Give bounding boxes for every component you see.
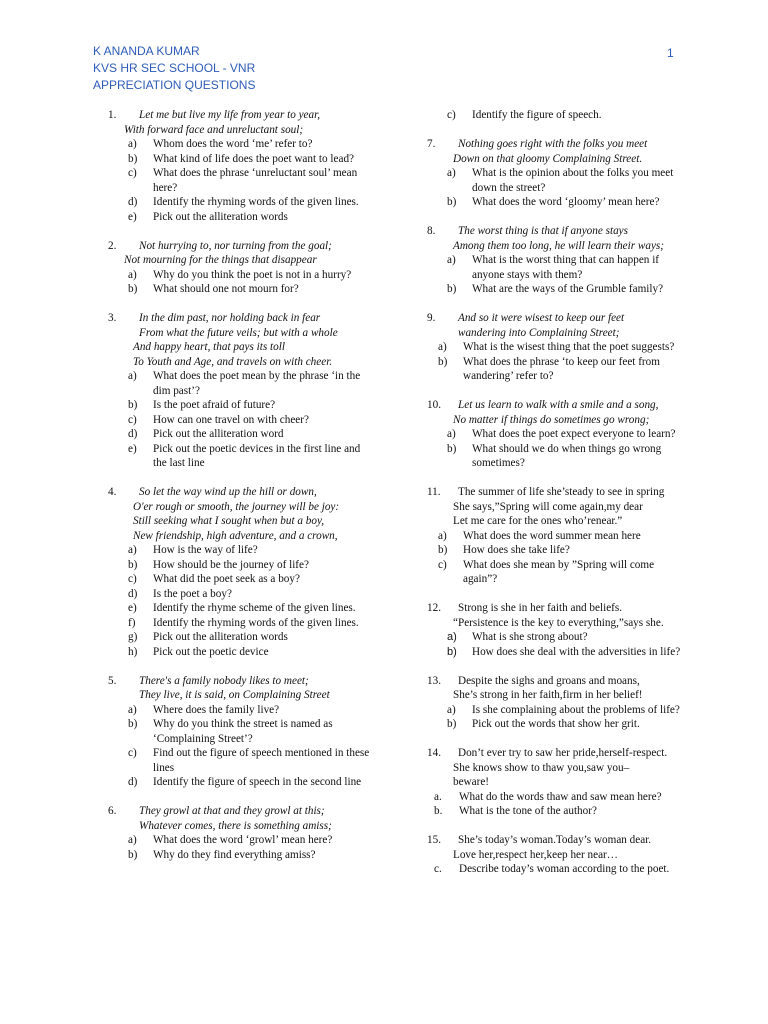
sub-question-label: a) (128, 703, 137, 716)
sub-question-text: Pick out the words that show her grit. (472, 718, 640, 730)
sub-question-label: c) (438, 558, 447, 571)
question-stem-text: Let me but live my life from year to year, (139, 109, 321, 121)
question-stem (427, 398, 689, 413)
sub-question-text: What did the poet seek as a boy? (153, 573, 300, 585)
sub-question-label: b) (128, 718, 138, 730)
sub-question-text: Why do you think the street is named as ‘Complaining Street’? (153, 718, 333, 745)
sub-question-text: Identify the rhyming words of the given lines. (153, 196, 359, 208)
sub-question-label: d) (128, 587, 138, 600)
sub-question (418, 558, 689, 587)
sub-question (427, 717, 689, 732)
question-stem-line: beware! (453, 776, 490, 788)
author-name: K ANANDA KUMAR (93, 44, 200, 58)
sub-question-label: e) (128, 602, 137, 614)
question-stem (427, 311, 689, 326)
question-stem-line: Whatever comes, there is something amiss; (139, 819, 332, 832)
sub-question-text: Pick out the alliteration words (153, 210, 288, 223)
sub-question-label: b. (434, 805, 443, 817)
sub-question (418, 340, 689, 355)
question-stem (108, 485, 370, 500)
question-stem-line: O'er rough or smooth, the journey will be joy: (133, 500, 340, 513)
sub-question-text: What is she strong about? (472, 631, 588, 643)
sub-question (108, 282, 370, 297)
sub-question-label: a) (128, 370, 137, 382)
sub-question-label: b) (447, 283, 457, 295)
sub-question-text: Why do you think the poet is not in a hurry? (153, 268, 352, 281)
question-block (427, 398, 689, 471)
sub-question (108, 558, 370, 573)
page-number: 1 (667, 46, 674, 60)
document-header (93, 43, 255, 94)
question-stem-line: She knows show to thaw you,saw you– (453, 761, 630, 774)
sub-question (108, 630, 370, 645)
question-stem (427, 601, 689, 616)
question-stem-line: No matter if things do sometimes go wrong; (453, 413, 650, 426)
sub-question-label: a) (128, 834, 137, 846)
question-stem-text: So let the way wind up the hill or down, (139, 486, 317, 498)
left-question-column (108, 108, 370, 877)
question-number: 10. (427, 399, 441, 411)
sub-question (108, 442, 370, 471)
sub-question-label: c) (128, 167, 137, 179)
sub-question-text: What does the word ‘gloomy’ mean here? (472, 196, 660, 208)
sub-question-label: c) (128, 747, 137, 759)
sub-question-label: e) (128, 442, 137, 455)
question-block (427, 137, 689, 210)
question-block (427, 674, 689, 732)
sub-question-text: Identify the rhyming words of the given lines. (153, 616, 359, 629)
sub-question-label: a) (128, 544, 137, 556)
right-question-column (427, 108, 689, 891)
sub-question-text: Identify the figure of speech in the second line (153, 776, 362, 788)
question-stem (108, 108, 370, 123)
sub-question (108, 369, 370, 398)
question-block (108, 485, 370, 659)
question-stem-text: In the dim past, nor holding back in fear (139, 312, 321, 324)
sub-question (427, 427, 689, 442)
question-stem (108, 311, 370, 326)
sub-question-text: What is the wisest thing that the poet suggests? (463, 341, 675, 353)
question-number: 2. (108, 239, 117, 252)
sub-question-text: What does the poet mean by the phrase ‘in the dim past’? (153, 370, 361, 397)
question-number: 9. (427, 312, 436, 324)
sub-question (108, 833, 370, 848)
sub-question (108, 543, 370, 558)
question-stem-text: They growl at that and they growl at this; (139, 805, 325, 817)
sub-question-label: f) (128, 616, 136, 629)
sub-question-label: b) (128, 283, 138, 295)
sub-question-text: How can one travel on with cheer? (153, 413, 309, 426)
sub-question-text: Pick out the alliteration word (153, 428, 284, 440)
sub-question-label: d) (128, 196, 138, 208)
sub-question-label: h) (128, 645, 138, 658)
sub-question-text: Whom does the word ‘me’ refer to? (153, 138, 313, 150)
question-stem-text: Strong is she in her faith and beliefs. (458, 602, 623, 614)
sub-question-text: Identify the rhyme scheme of the given lines. (153, 602, 356, 614)
sub-question-label: a) (447, 703, 456, 716)
sub-question-label: c) (128, 573, 137, 585)
question-stem-line: From what the future veils; but with a whole (139, 326, 338, 339)
question-stem-line: To Youth and Age, and travels on with cheer. (133, 355, 333, 368)
question-stem-line: Not mourning for the things that disappear (124, 254, 317, 266)
sub-question (108, 848, 370, 863)
question-stem (427, 833, 689, 848)
sub-question-text: What should we do when things go wrong sometimes? (472, 442, 662, 469)
question-stem-text: There's a family nobody likes to meet; (139, 674, 309, 687)
question-stem-line: With forward face and unreluctant soul; (124, 123, 304, 136)
sub-question (108, 398, 370, 413)
question-stem (108, 239, 370, 254)
question-number: 14. (427, 747, 441, 759)
sub-question-label: g) (128, 631, 138, 643)
sub-question (108, 775, 370, 790)
question-stem (427, 674, 689, 689)
sub-question-text: Why do they find everything amiss? (153, 848, 316, 861)
sub-question-text: What should one not mourn for? (153, 283, 299, 295)
question-stem-line: Love her,respect her,keep her near… (453, 848, 618, 861)
sub-question-text: Describe today’s woman according to the poet. (459, 863, 670, 875)
sub-question-text: Where does the family live? (153, 703, 280, 716)
question-number: 8. (427, 225, 436, 237)
question-stem-line: She says,”Spring will come again,my dear (453, 500, 643, 513)
question-number: 1. (108, 109, 117, 121)
sub-question (427, 166, 689, 195)
question-stem-text: Despite the sighs and groans and moans, (458, 674, 640, 687)
question-stem (108, 804, 370, 819)
question-stem-text: Not hurrying to, nor turning from the goal; (139, 239, 332, 252)
question-block (427, 485, 689, 587)
sub-question-label: e) (128, 210, 137, 223)
question-stem-line: Let me care for the ones who’renear.” (453, 515, 623, 527)
question-number: 15. (427, 834, 441, 846)
sub-question-label: b) (128, 152, 138, 165)
question-stem-line: Among them too long, he will learn their ways; (453, 239, 664, 252)
question-stem-line: New friendship, high adventure, and a crown, (133, 529, 338, 542)
sub-question-label: a) (128, 138, 137, 150)
sub-question (108, 616, 370, 631)
sub-question-label: b) (438, 355, 448, 368)
sub-question (427, 195, 689, 210)
question-number: 6. (108, 805, 117, 817)
question-stem-line: And happy heart, that pays its toll (133, 341, 285, 353)
sub-question-label: a) (447, 167, 456, 179)
question-block (427, 833, 689, 877)
sub-question-text: How is the way of life? (153, 544, 258, 556)
question-block (108, 311, 370, 471)
school-name: KVS HR SEC SCHOOL - VNR (93, 61, 256, 75)
sub-question-label: a) (447, 254, 456, 266)
sub-question-text: Pick out the poetic devices in the first line and the last line (153, 442, 361, 469)
sub-question (108, 152, 370, 167)
question-block (427, 108, 689, 123)
question-block (427, 746, 689, 819)
sub-question-label: a) (438, 529, 447, 542)
sub-question-label: c) (128, 413, 137, 426)
sub-question-label: d) (128, 428, 138, 440)
sub-question (108, 166, 370, 195)
sub-question-label: b) (447, 442, 457, 455)
sub-question (108, 268, 370, 283)
sub-question (108, 703, 370, 718)
sub-question-label: b) (447, 645, 457, 658)
question-number: 12. (427, 602, 441, 614)
sub-question (108, 210, 370, 225)
question-stem-text: And so it were wisest to keep our feet (458, 312, 625, 324)
sub-question (418, 543, 689, 558)
sub-question-text: What does the word ‘growl’ mean here? (153, 834, 333, 846)
sub-question-text: What is the tone of the author? (459, 805, 597, 817)
sub-question-text: How should be the journey of life? (153, 558, 309, 571)
sub-question-label: c) (447, 109, 456, 121)
sub-question-text: What kind of life does the poet want to lead? (153, 152, 354, 165)
sub-question-text: What does the word summer mean here (463, 529, 641, 542)
question-stem-text: She’s today’s woman.Today’s woman dear. (458, 834, 652, 846)
question-stem (427, 746, 689, 761)
question-block (427, 311, 689, 384)
question-stem-line: They live, it is said, on Complaining Street (139, 689, 330, 701)
sub-question-text: What does the poet expect everyone to learn? (472, 428, 676, 440)
sub-question-label: b) (438, 544, 448, 556)
question-stem (427, 224, 689, 239)
sub-question (418, 355, 689, 384)
sub-question-label: d) (128, 776, 138, 788)
question-block (108, 108, 370, 224)
question-number: 5. (108, 674, 117, 687)
question-stem-line: wandering into Complaining Street; (458, 326, 620, 339)
sub-question (427, 108, 689, 123)
sub-question (418, 529, 689, 544)
sub-question-label: a. (434, 790, 442, 803)
sub-question (108, 717, 370, 746)
question-stem-line: Still seeking what I sought when but a boy, (133, 515, 325, 527)
question-stem (427, 137, 689, 152)
sub-question-text: What does she mean by ”Spring will come again”? (463, 558, 655, 585)
sub-question (108, 645, 370, 660)
sub-question (427, 282, 689, 297)
sub-question-text: What are the ways of the Grumble family? (472, 283, 664, 295)
sub-question (108, 427, 370, 442)
question-stem-line: She’s strong in her faith,firm in her belief! (453, 689, 643, 701)
sub-question-label: b) (128, 399, 138, 411)
sub-question-label: a) (447, 631, 457, 643)
sub-question-text: Pick out the alliteration words (153, 631, 288, 643)
sub-question-text: Find out the figure of speech mentioned in these lines (153, 747, 370, 774)
question-stem-text: Let us learn to walk with a smile and a song, (458, 399, 659, 411)
sub-question (108, 572, 370, 587)
document-title: APPRECIATION QUESTIONS (93, 78, 256, 92)
sub-question-text: What is the opinion about the folks you meet down the street? (472, 167, 674, 194)
question-stem (427, 485, 689, 500)
question-block (427, 224, 689, 297)
sub-question (108, 195, 370, 210)
sub-question (108, 601, 370, 616)
sub-question-label: c. (434, 863, 442, 875)
question-stem-text: Don’t ever try to saw her pride,herself-respect. (458, 747, 668, 759)
question-block (108, 804, 370, 862)
sub-question (427, 703, 689, 718)
question-block (427, 601, 689, 659)
question-number: 13. (427, 674, 441, 687)
sub-question-label: b) (447, 196, 457, 208)
sub-question-label: a) (447, 428, 456, 440)
question-stem-text: The summer of life she’steady to see in spring (458, 486, 665, 498)
sub-question-label: b) (447, 718, 457, 730)
sub-question-label: a) (438, 341, 447, 353)
sub-question (108, 746, 370, 775)
sub-question-label: b) (128, 558, 138, 571)
sub-question-text: Pick out the poetic device (153, 645, 269, 658)
sub-question-text: What do the words thaw and saw mean here? (459, 790, 662, 803)
sub-question-text: What is the worst thing that can happen if anyone stays with them? (472, 254, 660, 281)
sub-question-label: b) (128, 848, 138, 861)
sub-question-text: Is the poet afraid of future? (153, 399, 276, 411)
sub-question (414, 862, 689, 877)
sub-question-text: Is she complaining about the problems of life? (472, 703, 680, 716)
sub-question-text: What does the phrase ‘to keep our feet from wandering’ refer to? (463, 355, 660, 382)
sub-question (108, 137, 370, 152)
question-number: 4. (108, 486, 117, 498)
sub-question (414, 804, 689, 819)
question-block (108, 674, 370, 790)
question-number: 3. (108, 312, 117, 324)
sub-question-label: a) (128, 268, 137, 281)
sub-question (108, 413, 370, 428)
question-number: 7. (427, 138, 436, 150)
sub-question-text: How does she deal with the adversities in life? (472, 645, 681, 658)
question-stem-line: Down on that gloomy Complaining Street. (453, 152, 643, 165)
question-number: 11. (427, 486, 441, 498)
sub-question-text: Identify the figure of speech. (472, 109, 602, 121)
sub-question (427, 645, 689, 660)
sub-question (414, 790, 689, 805)
question-stem-text: Nothing goes right with the folks you meet (458, 138, 648, 150)
sub-question (427, 442, 689, 471)
sub-question (108, 587, 370, 602)
sub-question (427, 253, 689, 282)
sub-question (427, 630, 689, 645)
question-stem-line: “Persistence is the key to everything,”says she. (453, 616, 664, 629)
sub-question-text: Is the poet a boy? (153, 587, 232, 600)
sub-question-text: What does the phrase ‘unreluctant soul’ mean here? (153, 167, 358, 194)
question-stem (108, 674, 370, 689)
question-block (108, 239, 370, 297)
sub-question-text: How does she take life? (463, 544, 570, 556)
question-stem-text: The worst thing is that if anyone stays (458, 225, 628, 237)
